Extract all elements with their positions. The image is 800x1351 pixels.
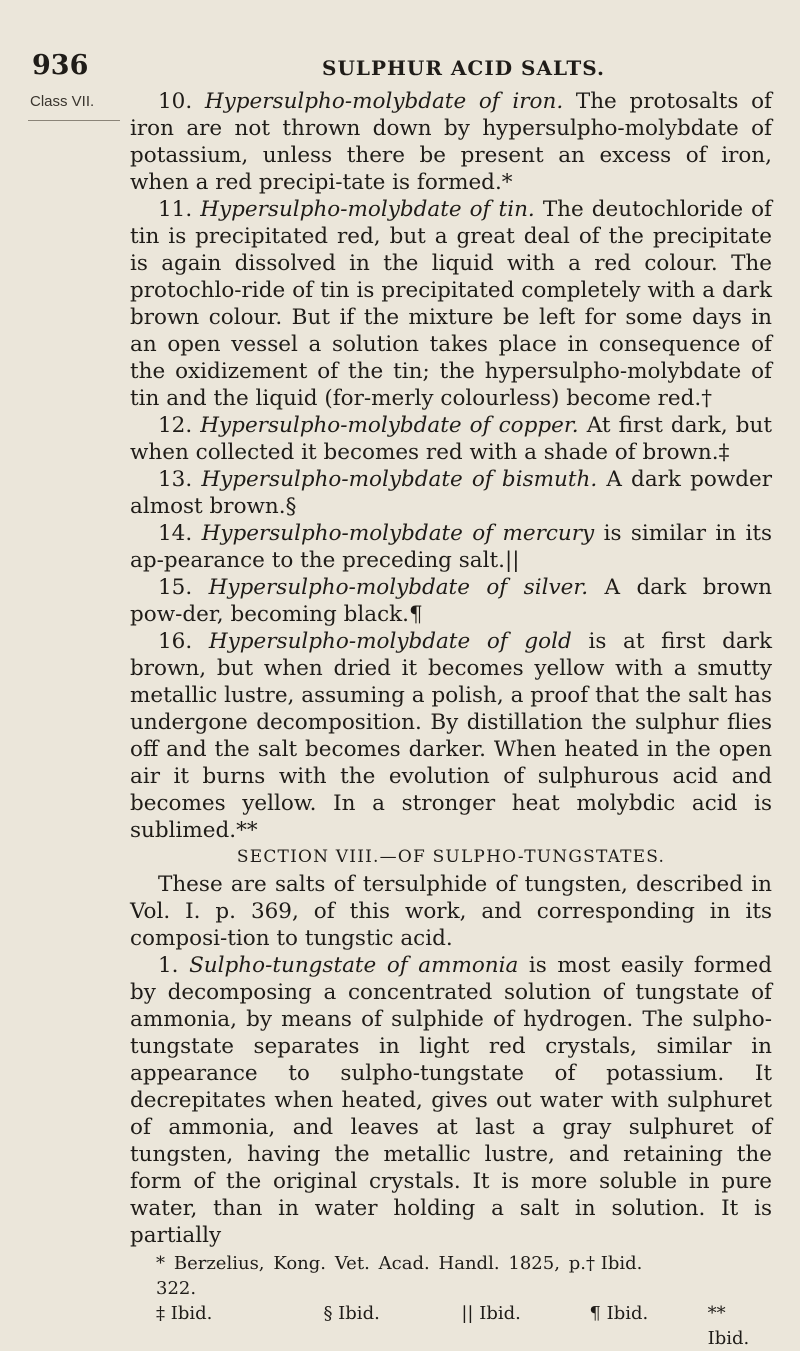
paragraph-title: Hypersulpho-molybdate of tin. (200, 197, 535, 222)
paragraph-title: Hypersulpho-molybdate of silver. (208, 575, 589, 600)
paragraph-number: 15. (158, 575, 193, 600)
margin-rule (28, 120, 120, 121)
footnote-double-dagger: ‡ Ibid. (156, 1303, 213, 1324)
class-label: Class VII. (30, 93, 95, 110)
paragraph-16 (130, 628, 772, 844)
paragraph-title: Hypersulpho-molybdate of copper. (200, 413, 579, 438)
paragraph-10 (130, 88, 772, 196)
paragraph-text: is similar in its ap-pearance to the preceding salt.|| (130, 521, 772, 573)
page-header (32, 50, 772, 90)
paragraph-number: 14. (158, 521, 193, 546)
paragraph-title: Hypersulpho-molybdate of gold (208, 629, 572, 654)
paragraph-title: Hypersulpho-molybdate of mercury (201, 521, 595, 546)
paragraph-text: A dark brown pow-der, becoming black.¶ (130, 575, 772, 627)
page-number: 936 (32, 50, 89, 81)
paragraph-number: 11. (158, 197, 193, 222)
paragraph-15 (130, 574, 772, 628)
paragraph-14 (130, 520, 772, 574)
paragraph-title: Hypersulpho-molybdate of iron. (204, 89, 564, 114)
paragraph-title: Sulpho-tungstate of ammonia (189, 953, 519, 978)
paragraph-11 (130, 196, 772, 412)
footnote-row (130, 1301, 772, 1351)
paragraph-number: 1. (158, 953, 179, 978)
footnote-dagger: † Ibid. (586, 1253, 643, 1274)
footnote-double-star: ** Ibid. (707, 1303, 750, 1349)
paragraph-number: 16. (158, 629, 193, 654)
paragraph-text: The protosalts of iron are not thrown down by hypersulpho-molybdate of potassium, unless there be present an excess of iron, when a red precipi-tate is formed.* (130, 89, 772, 195)
footnote-row (130, 1251, 772, 1301)
paragraph-text: is most easily formed by decomposing a concentrated solution of tungstate of ammonia, by means of sulphide of hydrogen. The sulpho-tungstate separates in light red crystals, similar in appearance to sulpho-tungstate of potassium. It decrepitates when heated, gives out water with sulphuret of ammonia, and leaves at last a gray sulphuret of tungsten, having the metallic lustre, and retaining the form of the original crystals. It is more soluble in pure water, than in water holding a salt in solution. It is partially (130, 953, 772, 1248)
paragraph-title: Hypersulpho-molybdate of bismuth. (201, 467, 598, 492)
paragraph-13 (130, 466, 772, 520)
section-intro: These are salts of tersulphide of tungsten, described in Vol. I. p. 369, of this work, and corresponding in its composi-tion to tungstic acid. (130, 872, 772, 951)
footnote-parallel: || Ibid. (461, 1303, 521, 1324)
footnote-pilcrow: ¶ Ibid. (589, 1303, 649, 1324)
paragraph-text: is at first dark brown, but when dried it becomes yellow with a smutty metallic lustre, assuming a polish, a proof that the salt has undergone decomposition. By distillation the sulphur flies off and the salt becomes darker. When heated in the open air it burns with the evolution of sulphurous acid and becomes yellow. In a stronger heat molybdic acid is sublimed.** (130, 629, 772, 843)
paragraph-text: The deutochloride of tin is precipitated red, but a great deal of the precipitate is again dissolved in the liquid with a red colour. The protochlo-ride of tin is precipitated completely with a dark brown colour. But if the mixture be left for some days in an open vessel a solution takes place in consequence of the oxidizement of the tin; the hypersulpho-molybdate of tin and the liquid (for-merly colourless) become red.† (130, 197, 773, 411)
section-heading: SECTION VIII.—OF SULPHO-TUNGSTATES. (236, 847, 666, 867)
paragraph-12 (130, 412, 772, 466)
paragraph-text: A dark powder almost brown.§ (130, 467, 772, 519)
running-head: SULPHUR ACID SALTS. (322, 56, 605, 80)
footnote-star: * Berzelius, Kong. Vet. Acad. Handl. 1825, p. 322. (156, 1253, 586, 1299)
paragraph-number: 12. (158, 413, 193, 438)
footnotes (130, 1251, 772, 1351)
section-item-1 (130, 952, 772, 1249)
paragraph-number: 13. (158, 467, 193, 492)
body-text (130, 88, 772, 1351)
paragraph-text: At first dark, but when collected it becomes red with a shade of brown.‡ (130, 413, 772, 465)
paragraph-number: 10. (158, 89, 193, 114)
footnote-section: § Ibid. (323, 1303, 380, 1324)
